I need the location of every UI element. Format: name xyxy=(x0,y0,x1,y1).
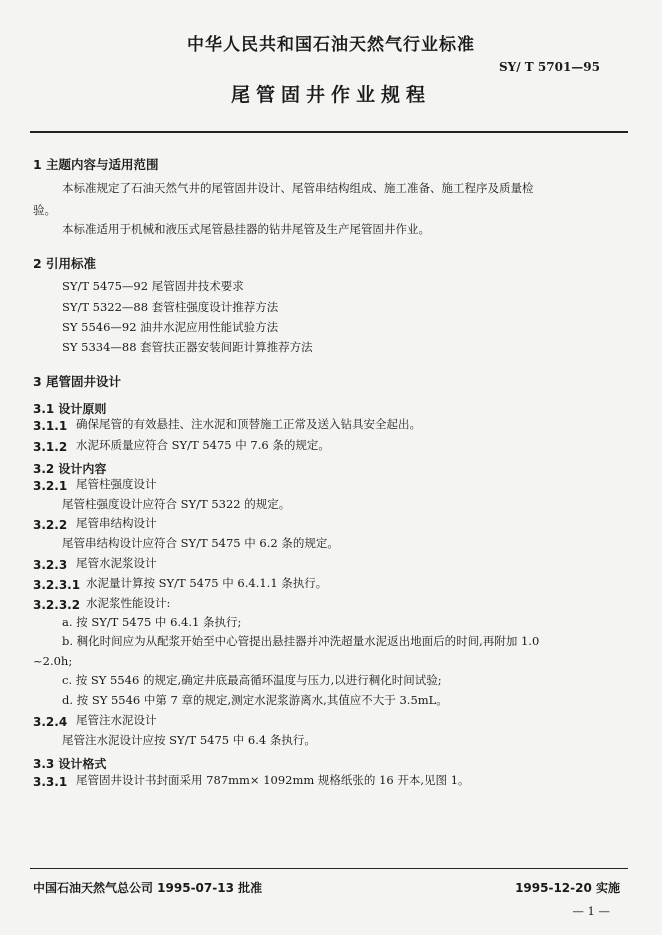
clause-3-3-1-number: 3.3.1 xyxy=(33,775,68,789)
clause-3-2-2-title: 尾管串结构设计 xyxy=(76,516,157,530)
clause-3-2-3-1-text: 水泥量计算按 SY/T 5475 中 6.4.1.1 条执行。 xyxy=(86,576,328,590)
section-3-heading: 3 尾管固井设计 xyxy=(33,374,122,389)
effective-date: 1995-12-20 实施 xyxy=(515,881,620,895)
reference-3: SY 5546—92 油井水泥应用性能试验方法 xyxy=(62,320,279,334)
clause-3-2-4-body: 尾管注水泥设计应按 SY/T 5475 中 6.4 条执行。 xyxy=(62,733,316,747)
clause-3-2-4-title: 尾管注水泥设计 xyxy=(76,713,157,727)
clause-3-3-1-text: 尾管固井设计书封面采用 787mm× 1092mm 规格纸张的 16 开本,见图 1。 xyxy=(76,773,470,787)
section-1-para-1b: 验。 xyxy=(33,203,56,217)
item-c: c. 按 SY 5546 的规定,确定井底最高循环温度与压力,以进行稠化时间试验; xyxy=(62,673,442,687)
header-rule xyxy=(30,131,628,133)
item-d: d. 按 SY 5546 中第 7 章的规定,测定水泥浆游离水,其值应不大于 3.5mL。 xyxy=(62,693,448,707)
section-3-3-heading: 3.3 设计格式 xyxy=(33,757,107,771)
clause-3-2-1-title: 尾管柱强度设计 xyxy=(76,477,157,491)
clause-3-1-2-number: 3.1.2 xyxy=(33,440,68,454)
clause-3-2-1-body: 尾管柱强度设计应符合 SY/T 5322 的规定。 xyxy=(62,497,291,511)
section-3-2-heading: 3.2 设计内容 xyxy=(33,462,107,476)
clause-3-2-3-number: 3.2.3 xyxy=(33,558,68,572)
clause-3-2-4-number: 3.2.4 xyxy=(33,715,68,729)
document-title: 尾管固井作业规程 xyxy=(230,84,431,106)
item-a: a. 按 SY/T 5475 中 6.4.1 条执行; xyxy=(62,615,242,629)
reference-4: SY 5334—88 套管扶正器安装间距计算推荐方法 xyxy=(62,340,313,354)
clause-3-2-3-2-number: 3.2.3.2 xyxy=(33,598,81,612)
clause-3-1-1-number: 3.1.1 xyxy=(33,419,68,433)
org-title: 中华人民共和国石油天然气行业标准 xyxy=(187,35,475,55)
clause-3-1-1-text: 确保尾管的有效悬挂、注水泥和顶替施工正常及送入钻具安全起出。 xyxy=(76,417,421,431)
section-1-heading: 1 主题内容与适用范围 xyxy=(33,157,159,172)
clause-3-2-3-2-text: 水泥浆性能设计: xyxy=(86,596,171,610)
page-number: — 1 — xyxy=(572,904,610,918)
standard-number: SY/ T 5701—95 xyxy=(499,60,600,74)
item-b-line-2: ~2.0h; xyxy=(33,654,73,668)
approval-line: 中国石油天然气总公司 1995-07-13 批准 xyxy=(33,881,263,895)
section-2-heading: 2 引用标准 xyxy=(33,256,97,271)
clause-3-2-2-body: 尾管串结构设计应符合 SY/T 5475 中 6.2 条的规定。 xyxy=(62,536,339,550)
section-1-para-2: 本标准适用于机械和液压式尾管悬挂器的钻井尾管及生产尾管固井作业。 xyxy=(62,222,430,236)
clause-3-2-2-number: 3.2.2 xyxy=(33,518,68,532)
clause-3-2-1-number: 3.2.1 xyxy=(33,479,68,493)
footer-rule xyxy=(30,868,628,869)
item-b-line-1: b. 稠化时间应为从配浆开始至中心管提出悬挂器并冲洗超量水泥返出地面后的时间,再附加 1.0 xyxy=(62,634,540,648)
clause-3-2-3-title: 尾管水泥浆设计 xyxy=(76,556,157,570)
reference-1: SY/T 5475—92 尾管固井技术要求 xyxy=(62,279,244,293)
section-1-para-1a: 本标准规定了石油天然气井的尾管固井设计、尾管串结构组成、施工准备、施工程序及质量检 xyxy=(62,181,534,195)
clause-3-2-3-1-number: 3.2.3.1 xyxy=(33,578,81,592)
reference-2: SY/T 5322—88 套管柱强度设计推荐方法 xyxy=(62,300,279,314)
section-3-1-heading: 3.1 设计原则 xyxy=(33,402,107,416)
clause-3-1-2-text: 水泥环质量应符合 SY/T 5475 中 7.6 条的规定。 xyxy=(76,438,330,452)
